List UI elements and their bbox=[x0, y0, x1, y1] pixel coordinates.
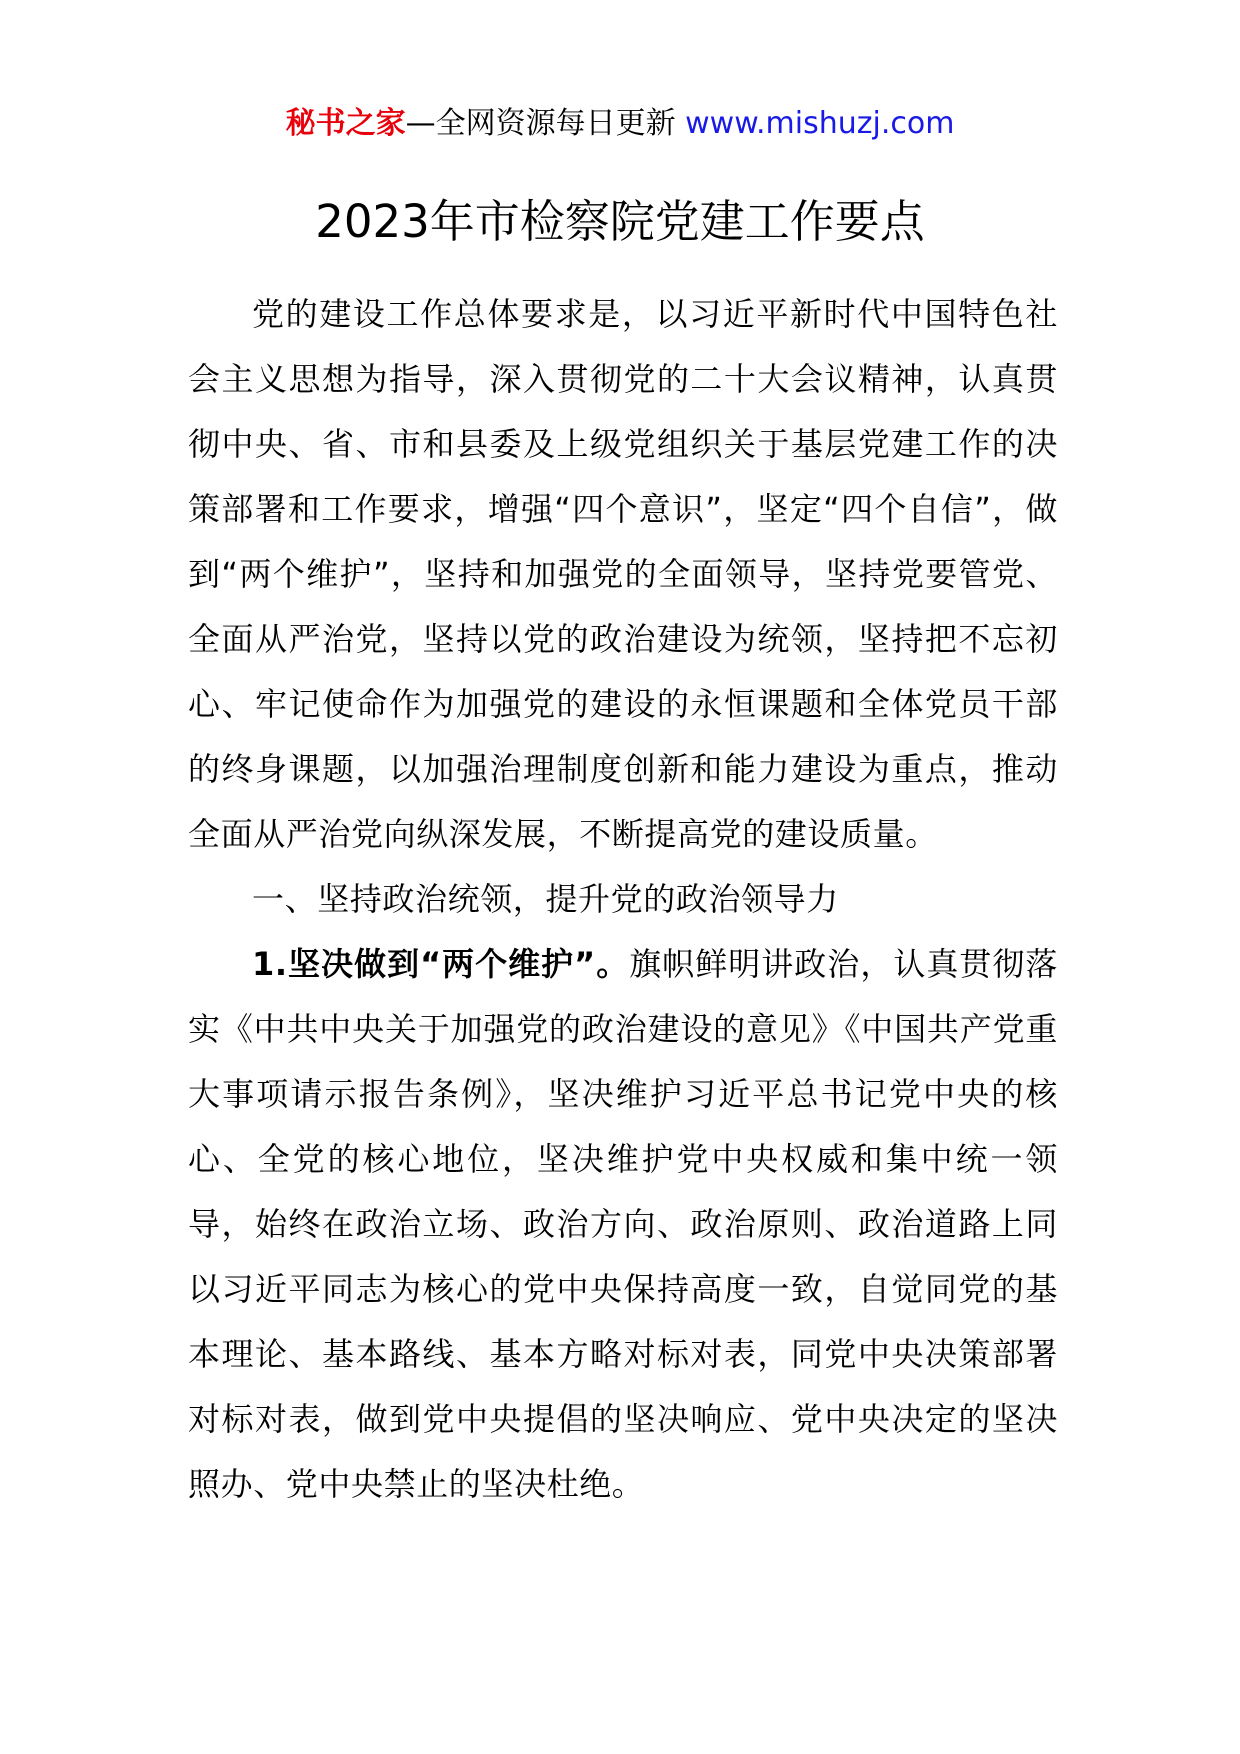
site-brand: 秘书之家 bbox=[285, 106, 406, 141]
site-tagline: —全网资源每日更新 bbox=[405, 106, 676, 141]
site-header bbox=[0, 100, 1240, 148]
item-lead: 1.坚决做到“两个维护”。 bbox=[252, 945, 630, 983]
item-paragraph bbox=[188, 932, 1058, 1517]
document-title: 2023年市检察院党建工作要点 bbox=[315, 195, 925, 248]
document-body bbox=[188, 282, 1058, 1517]
intro-paragraph: 党的建设工作总体要求是，以习近平新时代中国特色社会主义思想为指导，深入贯彻党的二十大会议精神，认真贯彻中央、省、市和县委及上级党组织关于基层党建工作的决策部署和工作要求，增强“四个意识”，坚定“四个自信”，做到“两个维护”，坚持和加强党的全面领导，坚持党要管党、全面从严治党，坚持以党的政治建设为统领，坚持把不忘初心、牢记使命作为加强党的建设的永恒课题和全体党员干部的终身课题，以加强治理制度创新和能力建设为重点，推动全面从严治党向纵深发展，不断提高党的建设质量。 bbox=[188, 295, 1058, 853]
item-text: 旗帜鲜明讲政治，认真贯彻落实《中共中央关于加强党的政治建设的意见》《中国共产党重大事项请示报告条例》，坚决维护习近平总书记党中央的核心、全党的核心地位，坚决维护党中央权威和集中统一领导，始终在政治立场、政治方向、政治原则、政治道路上同以习近平同志为核心的党中央保持高度一致，自觉同党的基本理论、基本路线、基本方略对标对表，同党中央决策部署对标对表，做到党中央提倡的坚决响应、党中央决定的坚决照办、党中央禁止的坚决杜绝。 bbox=[188, 945, 1058, 1503]
section-heading: 一、坚持政治统领，提升党的政治领导力 bbox=[252, 880, 839, 918]
site-url-link[interactable]: www.mishuzj.com bbox=[685, 106, 955, 141]
